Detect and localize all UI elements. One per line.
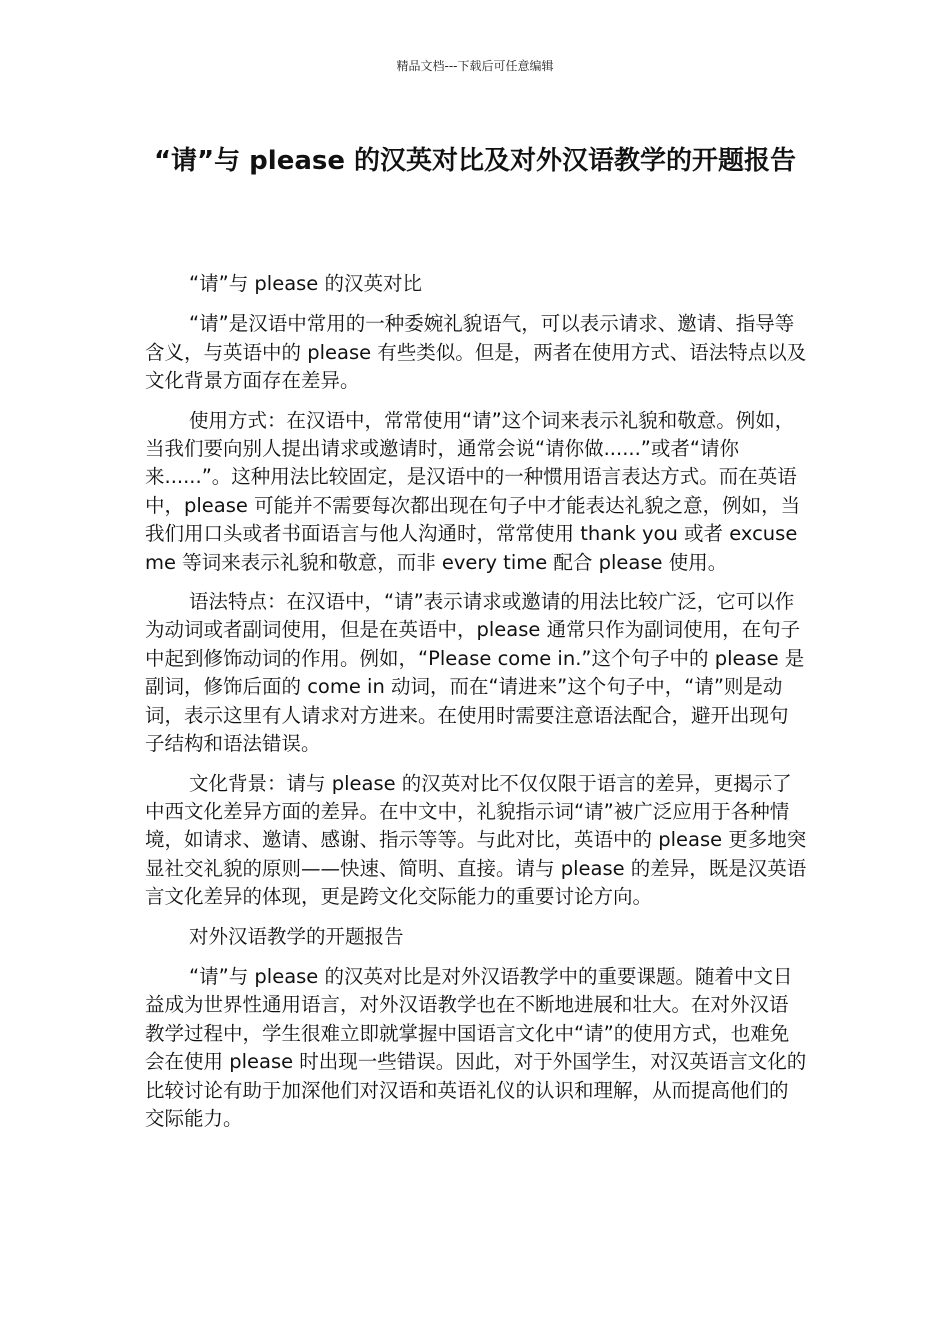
- paragraph-intro: “请”是汉语中常用的一种委婉礼貌语气，可以表示请求、邀请、指导等含义，与英语中的 please 有些类似。但是，两者在使用方式、语法特点以及文化背景方面存在差异。: [145, 312, 807, 393]
- section-heading-comparison: “请”与 please 的汉英对比: [189, 272, 423, 295]
- paragraph-culture: 文化背景：请与 please 的汉英对比不仅仅限于语言的差异，更揭示了中西文化差异方面的差异。在中文中，礼貌指示词“请”被广泛应用于各种情境，如请求、邀请、感谢、指示等等。与此对比，英语中的 please 更多地突显社交礼貌的原则——快速、简明、直接。请与 please 的差异，既是汉英语言文化差异的体现，更是跨文化交际能力的重要讨论方向。: [145, 771, 807, 909]
- paragraph-teaching: “请”与 please 的汉英对比是对外汉语教学中的重要课题。随着中文日益成为世界性通用语言，对外汉语教学也在不断地进展和壮大。在对外汉语教学过程中，学生很难立即就掌握中国语言文化中“请”的使用方式，也难免会在使用 please 时出现一些错误。因此，对于外国学生，对汉英语言文化的比较讨论有助于加深他们对汉语和英语礼仪的认识和理解，从而提高他们的交际能力。: [145, 964, 807, 1130]
- document-body: [145, 270, 807, 1144]
- paragraph-grammar: 语法特点：在汉语中，“请”表示请求或邀请的用法比较广泛，它可以作为动词或者副词使用，但是在英语中，please 通常只作为副词使用，在句子中起到修饰动词的作用。例如，“Please come in.”这个句子中的 please 是副词，修饰后面的 come in 动词，而在“请进来”这个句子中，“请”则是动词，表示这里有人请求对方进来。在使用时需要注意语法配合，避开出现句子结构和语法错误。: [145, 590, 805, 756]
- paragraph-usage: 使用方式：在汉语中，常常使用“请”这个词来表示礼貌和敬意。例如，当我们要向别人提出请求或邀请时，通常会说“请你做......”或者“请你来......”。这种用法比较固定，是汉语中的一种惯用语言表达方式。而在英语中，please 可能并不需要每次都出现在句子中才能表达礼貌之意，例如，当我们用口头或者书面语言与他人沟通时，常常使用 thank you 或者 excuse me 等词来表示礼貌和敬意，而非 every time 配合 please 使用。: [145, 408, 801, 574]
- section-heading-teaching: 对外汉语教学的开题报告: [189, 924, 404, 948]
- document-title: “请”与 please 的汉英对比及对外汉语教学的开题报告: [153, 146, 797, 176]
- header-note: 精品文档---下载后可任意编辑: [396, 59, 554, 73]
